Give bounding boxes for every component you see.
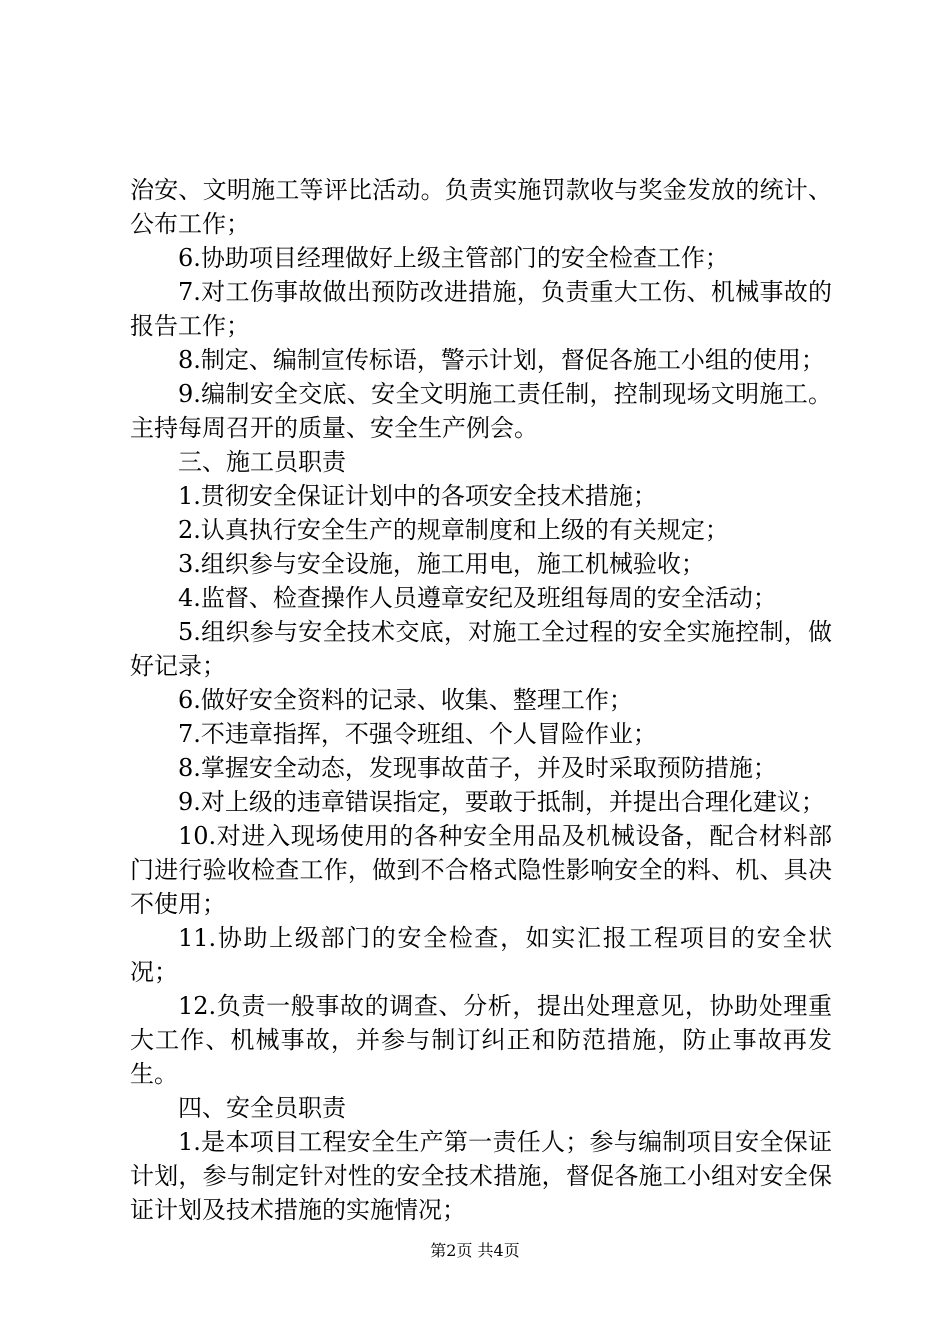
paragraph: 9.编制安全交底、安全文明施工责任制，控制现场文明施工。主持每周召开的质量、安全生产例会。 (130, 380, 832, 442)
paragraph: 治安、文明施工等评比活动。负责实施罚款收与奖金发放的统计、公布工作； (130, 176, 832, 238)
paragraph: 1.是本项目工程安全生产第一责任人；参与编制项目安全保证计划，参与制定针对性的安全技术措施，督促各施工小组对安全保证计划及技术措施的实施情况； (130, 1128, 832, 1224)
paragraph: 三、施工员职责 (178, 448, 346, 476)
paragraph: 11.协助上级部门的安全检查，如实汇报工程项目的安全状况； (130, 924, 832, 986)
paragraph: 7.不违章指挥，不强令班组、个人冒险作业； (178, 720, 657, 748)
paragraph: 3.组织参与安全设施，施工用电，施工机械验收； (178, 550, 705, 578)
paragraph: 6.做好安全资料的记录、收集、整理工作； (178, 686, 633, 714)
paragraph: 10.对进入现场使用的各种安全用品及机械设备，配合材料部门进行验收检查工作，做到不合格式隐性影响安全的料、机、具决不使用； (130, 822, 832, 918)
paragraph: 12.负责一般事故的调查、分析，提出处理意见，协助处理重大工作、机械事故，并参与制订纠正和防范措施，防止事故再发生。 (130, 992, 832, 1088)
paragraph: 7.对工伤事故做出预防改进措施，负责重大工伤、机械事故的报告工作； (130, 278, 832, 340)
paragraph: 8.掌握安全动态，发现事故苗子，并及时采取预防措施； (178, 754, 777, 782)
paragraph: 1.贯彻安全保证计划中的各项安全技术措施； (178, 482, 657, 510)
page-footer: 第2页 共4页 (430, 1241, 520, 1260)
paragraph: 四、安全员职责 (178, 1094, 346, 1122)
paragraph: 8.制定、编制宣传标语，警示计划，督促各施工小组的使用； (178, 346, 825, 374)
document-body (130, 173, 832, 1227)
paragraph: 6.协助项目经理做好上级主管部门的安全检查工作； (178, 244, 729, 272)
paragraph: 9.对上级的违章错误指定，要敢于抵制，并提出合理化建议； (178, 788, 825, 816)
paragraph: 5.组织参与安全技术交底，对施工全过程的安全实施控制，做好记录； (130, 618, 832, 680)
paragraph: 2.认真执行安全生产的规章制度和上级的有关规定； (178, 516, 729, 544)
paragraph: 4.监督、检查操作人员遵章安纪及班组每周的安全活动； (178, 584, 777, 612)
